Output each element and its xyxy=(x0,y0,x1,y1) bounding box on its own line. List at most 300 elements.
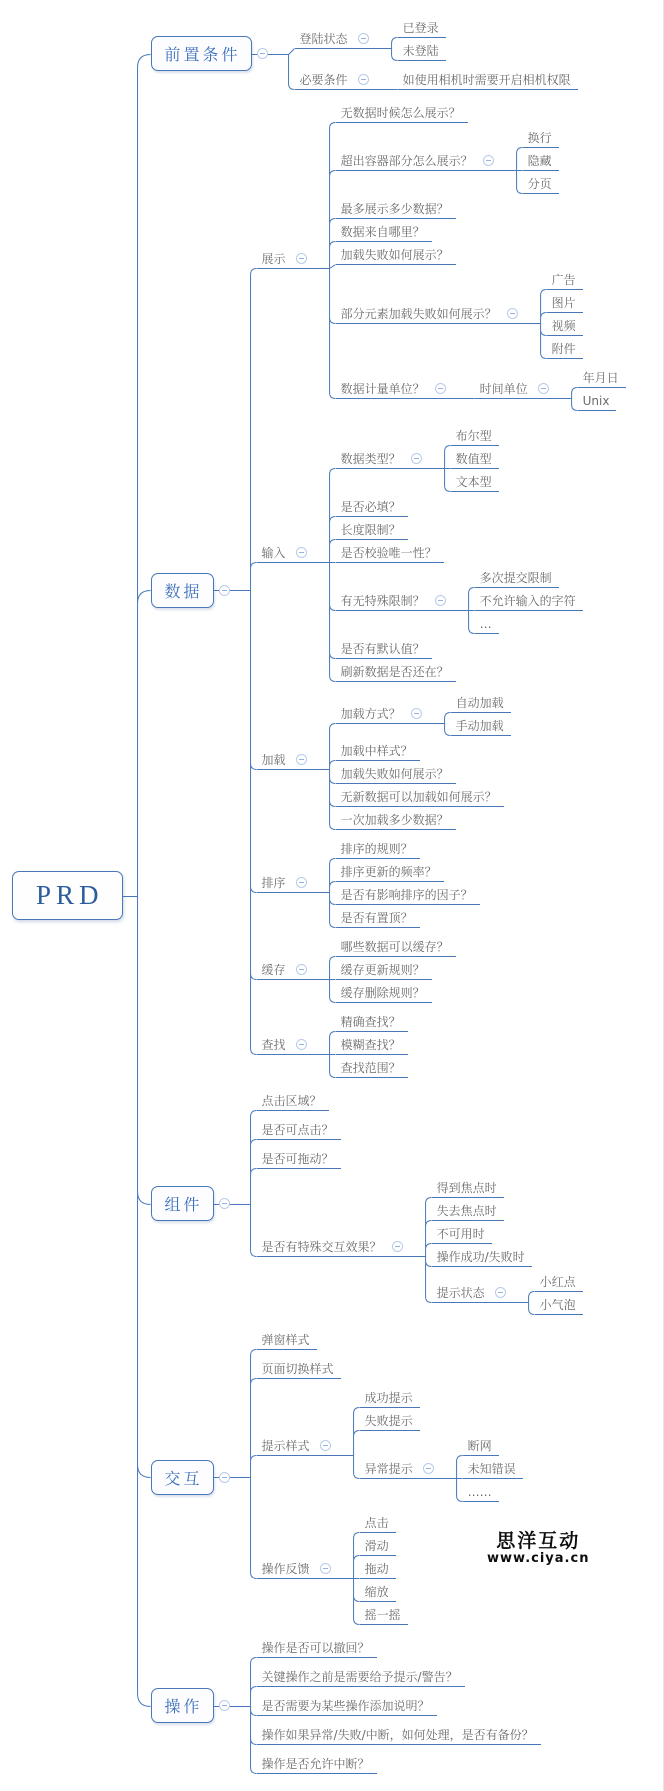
sub-topic[interactable]: 必要条件 xyxy=(299,72,348,87)
collapse-minus-icon[interactable] xyxy=(219,1700,230,1711)
sub-topic[interactable]: 小气泡 xyxy=(539,1297,576,1312)
mindmap-node xyxy=(432,1201,504,1221)
topic-row xyxy=(336,704,425,724)
collapse-minus-icon[interactable] xyxy=(219,1198,230,1209)
mindmap-node xyxy=(336,1012,408,1032)
sub-topic[interactable]: 布尔型 xyxy=(455,428,492,443)
mindmap-node xyxy=(578,368,626,388)
mindmap-node xyxy=(451,472,499,492)
topic-row xyxy=(257,249,310,269)
mindmap-node xyxy=(257,1120,341,1140)
mindmap-node xyxy=(151,1638,541,1774)
topic-row xyxy=(336,839,420,859)
topic-row xyxy=(336,937,456,957)
topic-row xyxy=(257,1667,465,1687)
topic-row xyxy=(547,316,583,336)
collapse-minus-icon[interactable] xyxy=(296,877,307,888)
topic-row xyxy=(475,614,499,634)
collapse-minus-icon[interactable] xyxy=(296,547,307,558)
mindmap-node xyxy=(360,1513,396,1533)
mindmap-node xyxy=(257,1012,408,1078)
mindmap-node xyxy=(295,70,578,90)
sub-topic[interactable]: 缓存删除规则？ xyxy=(340,985,425,1000)
mindmap-node xyxy=(451,716,511,736)
mindmap-node xyxy=(360,1559,396,1579)
topic-row xyxy=(336,449,425,469)
sub-topic[interactable]: 操作反馈 xyxy=(261,1561,310,1576)
mindmap-node xyxy=(451,449,499,469)
sub-topic[interactable]: 模糊查找？ xyxy=(340,1037,401,1052)
main-topic[interactable]: 前置条件 xyxy=(151,36,252,71)
mindmap-node xyxy=(360,1605,408,1625)
mindmap-node xyxy=(535,1272,583,1292)
children-group xyxy=(451,426,499,492)
mindmap-node xyxy=(578,391,617,411)
topic-row xyxy=(523,128,559,148)
sub-topic[interactable]: 手动加载 xyxy=(455,718,504,733)
sub-topic[interactable]: 数据计量单位？ xyxy=(340,382,425,396)
collapse-minus-icon[interactable] xyxy=(392,1241,403,1252)
children-group xyxy=(336,937,456,1003)
topic-row xyxy=(336,304,521,324)
children-group xyxy=(398,18,446,61)
topic-row xyxy=(360,1411,420,1431)
mindmap-node xyxy=(336,128,559,194)
watermark xyxy=(487,1531,589,1566)
mindmap-node xyxy=(523,128,559,148)
topic-row xyxy=(336,1058,408,1078)
mindmap-node xyxy=(336,497,408,517)
collapse-minus-icon[interactable] xyxy=(483,155,494,166)
topic-row xyxy=(336,379,449,399)
sub-topic[interactable]: 长度限制？ xyxy=(340,522,401,537)
mindmap-node xyxy=(336,245,456,265)
sub-topic[interactable]: 展示 xyxy=(261,251,286,266)
topic-row xyxy=(336,764,456,784)
children-group xyxy=(257,1091,583,1317)
sub-topic[interactable]: 页面切换样式 xyxy=(261,1361,334,1376)
topic-row xyxy=(432,1178,504,1198)
topic-row xyxy=(336,1035,408,1055)
mindmap-node xyxy=(547,339,583,359)
mindmap-node xyxy=(475,614,499,634)
mindmap-node xyxy=(336,839,420,859)
sub-topic[interactable]: 有无特殊限制？ xyxy=(340,593,425,608)
sub-topic[interactable]: 不允许输入的字符 xyxy=(479,593,576,608)
children-group xyxy=(451,693,511,736)
mindmap-node xyxy=(257,1359,341,1379)
topic-row xyxy=(475,591,583,611)
sub-topic[interactable]: 加载失败如何展示？ xyxy=(340,766,449,781)
topic-row xyxy=(151,1460,231,1495)
topic-row xyxy=(336,908,420,928)
sub-topic[interactable]: 数据来自哪里？ xyxy=(340,224,425,239)
mindmap-node xyxy=(336,693,511,736)
topic-row xyxy=(257,1436,334,1456)
topic-row xyxy=(336,497,408,517)
sub-topic[interactable]: 异常提示 xyxy=(364,1461,413,1476)
mindmap-node xyxy=(336,270,583,359)
mindmap-node xyxy=(257,1754,377,1774)
sub-topic[interactable]: 关键操作之前是需要给予提示/警告？ xyxy=(261,1669,458,1684)
sub-topic[interactable]: 换行 xyxy=(527,130,552,145)
topic-row xyxy=(336,741,420,761)
sub-topic[interactable]: 广告 xyxy=(551,272,576,287)
sub-topic[interactable]: 自动加载 xyxy=(455,695,504,710)
sub-topic[interactable]: 数值型 xyxy=(455,451,492,466)
mindmap-node xyxy=(151,18,578,90)
sub-topic[interactable]: … xyxy=(479,616,492,631)
mindmap-node xyxy=(336,568,583,634)
topic-row xyxy=(336,787,504,807)
mindmap-node xyxy=(336,543,444,563)
topic-row xyxy=(578,391,617,411)
topic-row xyxy=(257,750,310,770)
mindmap-node xyxy=(336,1035,408,1055)
mindmap-node xyxy=(336,764,456,784)
sub-topic[interactable]: 弹窗样式 xyxy=(261,1332,310,1347)
sub-topic[interactable]: 无新数据可以加载如何展示？ xyxy=(340,789,497,804)
mindmap-node xyxy=(336,366,626,413)
collapse-minus-icon[interactable] xyxy=(320,1440,331,1451)
topic-row xyxy=(336,960,432,980)
main-topic[interactable]: 数据 xyxy=(151,573,214,608)
sub-topic[interactable]: 拖动 xyxy=(364,1561,389,1576)
sub-topic[interactable]: 成功提示 xyxy=(364,1390,413,1405)
topic-row xyxy=(336,543,444,563)
sub-topic[interactable]: 得到焦点时 xyxy=(436,1180,497,1195)
sub-topic[interactable]: 无数据时候怎么展示？ xyxy=(340,105,461,120)
collapse-minus-icon[interactable] xyxy=(219,1472,230,1483)
sub-topic[interactable]: 一次加载多少数据？ xyxy=(340,812,449,827)
topic-row xyxy=(257,1559,334,1579)
topic-row xyxy=(432,1201,504,1221)
children-group xyxy=(336,424,583,682)
mindmap-node xyxy=(336,960,432,980)
main-topic[interactable]: 交互 xyxy=(151,1460,214,1495)
mindmap-node xyxy=(336,222,432,242)
children-group xyxy=(398,70,578,90)
sub-topic[interactable]: 点击区域？ xyxy=(261,1093,322,1108)
topic-row xyxy=(257,543,310,563)
sub-topic[interactable]: 失败提示 xyxy=(364,1413,413,1428)
mindmap-node xyxy=(432,1178,504,1198)
mindmap-node xyxy=(475,368,626,411)
collapse-minus-icon[interactable] xyxy=(358,74,369,85)
topic-row xyxy=(151,36,269,71)
mindmap-node xyxy=(398,41,446,61)
sub-topic[interactable]: 提示样式 xyxy=(261,1438,310,1453)
collapse-minus-icon[interactable] xyxy=(296,253,307,264)
sub-topic[interactable]: 提示状态 xyxy=(436,1286,485,1300)
mindmap-node xyxy=(336,639,432,659)
topic-row xyxy=(475,379,552,399)
sub-topic[interactable]: 最多展示多少数据？ xyxy=(340,201,449,216)
sub-topic[interactable]: 排序的规则？ xyxy=(340,841,413,856)
mindmap-node xyxy=(257,937,456,1003)
sub-topic[interactable]: 是否有特殊交互效果？ xyxy=(261,1240,382,1254)
watermark-url-text: www.ciya.cn xyxy=(487,1551,590,1566)
topic-row xyxy=(336,151,497,171)
sub-topic[interactable]: 缩放 xyxy=(364,1584,389,1599)
sub-topic[interactable]: 精确查找？ xyxy=(340,1014,401,1029)
topic-row xyxy=(360,1582,396,1602)
topic-row xyxy=(398,41,446,61)
mindmap-node xyxy=(336,662,456,682)
topic-row xyxy=(432,1247,532,1267)
sub-topic[interactable]: 排序 xyxy=(261,876,286,890)
mindmap-node xyxy=(336,1058,408,1078)
topic-row xyxy=(336,245,456,265)
mindmap-node xyxy=(360,1388,420,1408)
mindmap-node xyxy=(257,1696,437,1716)
topic-row xyxy=(535,1272,583,1292)
mindmap-node xyxy=(151,103,626,1078)
mindmap-node xyxy=(360,1436,523,1502)
sub-topic[interactable]: 如使用相机时需要开启相机权限 xyxy=(402,72,571,87)
topic-row xyxy=(547,270,583,290)
topic-row xyxy=(451,449,499,469)
sub-topic[interactable]: Unix xyxy=(582,393,610,408)
sub-topic[interactable]: 加载 xyxy=(261,753,286,767)
topic-row xyxy=(360,1513,396,1533)
collapse-minus-icon[interactable] xyxy=(411,708,422,719)
sub-topic[interactable]: 缓存 xyxy=(261,962,286,977)
topic-row xyxy=(257,1149,341,1169)
topic-row xyxy=(257,1330,317,1350)
sub-topic[interactable]: …… xyxy=(467,1484,492,1499)
sub-topic[interactable]: 超出容器部分怎么展示？ xyxy=(340,153,473,168)
sub-topic[interactable]: 登陆状态 xyxy=(299,32,348,46)
children-group xyxy=(360,1513,408,1625)
sub-topic[interactable]: 查找 xyxy=(261,1037,286,1052)
sub-topic[interactable]: 隐藏 xyxy=(527,153,552,168)
mindmap-node xyxy=(257,103,626,415)
collapse-minus-icon[interactable] xyxy=(358,33,369,44)
sub-topic[interactable]: 分页 xyxy=(527,176,552,191)
main-topic[interactable]: 操作 xyxy=(151,1688,214,1723)
topic-row xyxy=(451,426,499,446)
sub-topic[interactable]: 视频 xyxy=(551,318,576,333)
mindmap-node xyxy=(257,1330,317,1350)
topic-row xyxy=(336,222,432,242)
topic-row xyxy=(336,103,468,123)
mindmap-node xyxy=(432,1272,583,1315)
mindmap-node xyxy=(12,18,626,1774)
topic-row xyxy=(295,70,372,90)
sub-topic[interactable]: 文本型 xyxy=(455,474,492,489)
sub-topic[interactable]: 时间单位 xyxy=(479,382,528,396)
root-topic[interactable]: PRD xyxy=(12,871,123,920)
sub-topic[interactable]: 加载失败如何展示？ xyxy=(340,247,449,262)
sub-topic[interactable]: 输入 xyxy=(261,545,286,560)
children-group xyxy=(336,1012,408,1078)
topic-row xyxy=(336,591,449,611)
children-group xyxy=(336,103,626,415)
mindmap-node xyxy=(432,1224,492,1244)
mindmap-node xyxy=(547,293,583,313)
mindmap-node xyxy=(336,103,468,123)
sub-topic[interactable]: 点击 xyxy=(364,1515,389,1530)
children-group xyxy=(432,1178,583,1317)
sub-topic[interactable]: 摇一摇 xyxy=(364,1607,401,1622)
topic-row xyxy=(547,293,583,313)
sub-topic[interactable]: 操作是否允许中断？ xyxy=(261,1756,370,1771)
children-group xyxy=(257,1330,523,1625)
children-group xyxy=(463,1436,523,1502)
children-group xyxy=(535,1272,583,1315)
sub-topic[interactable]: 加载方式？ xyxy=(340,707,401,721)
sub-topic[interactable]: 是否有默认值？ xyxy=(340,641,425,656)
topic-row xyxy=(257,1120,341,1140)
sub-topic[interactable]: 失去焦点时 xyxy=(436,1203,497,1218)
mindmap-node xyxy=(257,1091,329,1111)
mindmap-node xyxy=(475,568,559,588)
sub-topic[interactable]: 年月日 xyxy=(582,370,619,385)
topic-row xyxy=(336,520,408,540)
mindmap-node xyxy=(336,426,499,492)
topic-row xyxy=(360,1559,396,1579)
topic-row xyxy=(151,573,231,608)
mindmap-node xyxy=(398,18,446,38)
sub-topic[interactable]: 是否必填？ xyxy=(340,499,401,514)
topic-row xyxy=(336,1012,408,1032)
collapse-minus-icon[interactable] xyxy=(435,383,446,394)
mindmap-node xyxy=(257,1149,341,1169)
sub-topic[interactable]: 是否可拖动？ xyxy=(261,1151,334,1166)
children-group xyxy=(295,18,578,90)
sub-topic[interactable]: 滑动 xyxy=(364,1538,389,1553)
mindmap-node xyxy=(257,839,480,928)
mindmap-node xyxy=(336,787,504,807)
topic-row xyxy=(360,1536,396,1556)
topic-row xyxy=(257,1696,437,1716)
sub-topic[interactable]: 加载中样式？ xyxy=(340,743,413,758)
topic-row xyxy=(151,1688,231,1723)
mindmap-node xyxy=(360,1536,396,1556)
sub-topic[interactable]: 已登录 xyxy=(402,20,439,35)
sub-topic[interactable]: 是否校验唯一性？ xyxy=(340,545,437,560)
topic-row xyxy=(360,1605,408,1625)
mindmap-node xyxy=(336,885,480,905)
mindmap-node xyxy=(336,741,420,761)
sub-topic[interactable]: 多次提交限制 xyxy=(479,570,552,585)
sub-topic[interactable]: 操作是否可以撤回？ xyxy=(261,1640,370,1655)
mindmap-node xyxy=(295,18,446,61)
collapse-minus-icon[interactable] xyxy=(435,595,446,606)
topic-row xyxy=(523,174,559,194)
sub-topic[interactable]: 操作如果异常/失败/中断，如何处理，是否有备份？ xyxy=(261,1727,534,1742)
mindmap-node xyxy=(547,316,583,336)
sub-topic[interactable]: 数据类型？ xyxy=(340,451,401,466)
sub-topic[interactable]: 查找范围？ xyxy=(340,1060,401,1075)
sub-topic[interactable]: 哪些数据可以缓存？ xyxy=(340,939,449,954)
topic-row xyxy=(336,983,432,1003)
collapse-minus-icon[interactable] xyxy=(219,585,230,596)
collapse-minus-icon[interactable] xyxy=(296,754,307,765)
sub-topic[interactable]: 是否需要为某些操作添加说明？ xyxy=(261,1698,430,1713)
topic-row xyxy=(257,1638,377,1658)
mindmap-node xyxy=(257,1513,408,1625)
mindmap-node xyxy=(463,1459,523,1479)
children-group xyxy=(336,691,511,830)
mindmap-node xyxy=(257,691,511,830)
sub-topic[interactable]: 附件 xyxy=(551,341,576,356)
topic-row xyxy=(336,885,480,905)
sub-topic[interactable]: 是否可点击？ xyxy=(261,1122,334,1137)
collapse-minus-icon[interactable] xyxy=(495,1287,506,1298)
topic-row xyxy=(360,1388,420,1408)
mindmap-node xyxy=(360,1411,420,1431)
topic-row xyxy=(523,151,559,171)
topic-row xyxy=(463,1459,523,1479)
mindmap-node xyxy=(398,70,578,90)
collapse-minus-icon[interactable] xyxy=(538,383,549,394)
mindmap-node xyxy=(451,426,499,446)
topic-row xyxy=(463,1482,499,1502)
mindmap-node xyxy=(336,520,408,540)
children-group xyxy=(257,1638,541,1774)
topic-row xyxy=(257,1035,310,1055)
topic-row xyxy=(360,1459,437,1479)
sub-topic[interactable]: 是否有置顶？ xyxy=(340,910,413,925)
sub-topic[interactable]: 操作成功/失败时 xyxy=(436,1249,525,1264)
topic-row xyxy=(257,960,310,980)
sub-topic[interactable]: 是否有影响排序的因子？ xyxy=(340,887,473,902)
main-topic[interactable]: 组件 xyxy=(151,1186,214,1221)
sub-topic[interactable]: 部分元素加载失败如何展示？ xyxy=(340,307,497,321)
sub-topic[interactable]: 未登陆 xyxy=(402,43,439,58)
collapse-minus-icon[interactable] xyxy=(296,1039,307,1050)
topic-row xyxy=(336,810,456,830)
sub-topic[interactable]: 缓存更新规则？ xyxy=(340,962,425,977)
collapse-minus-icon[interactable] xyxy=(507,308,518,319)
topic-row xyxy=(295,29,372,49)
sub-topic[interactable]: 排序更新的频率？ xyxy=(340,864,437,879)
collapse-minus-icon[interactable] xyxy=(423,1463,434,1474)
collapse-minus-icon[interactable] xyxy=(296,964,307,975)
collapse-minus-icon[interactable] xyxy=(257,48,268,59)
topic-row xyxy=(535,1295,583,1315)
mindmap-node xyxy=(432,1247,532,1267)
mindmap-node xyxy=(336,862,444,882)
topic-row xyxy=(257,1754,377,1774)
mindmap-node xyxy=(257,1178,583,1317)
mindmap-node xyxy=(547,270,583,290)
topic-row xyxy=(257,1091,329,1111)
sub-topic[interactable]: 未知错误 xyxy=(467,1461,516,1476)
mindmap-node xyxy=(463,1436,499,1456)
sub-topic[interactable]: 小红点 xyxy=(539,1274,576,1289)
collapse-minus-icon[interactable] xyxy=(411,453,422,464)
mindmap-node xyxy=(257,1388,523,1504)
children-group xyxy=(475,568,583,634)
mindmap-node xyxy=(257,1667,465,1687)
sub-topic[interactable]: 不可用时 xyxy=(436,1226,485,1241)
children-group xyxy=(257,103,626,1078)
topic-row xyxy=(336,862,444,882)
topic-row xyxy=(451,693,511,713)
topic-row xyxy=(257,1359,341,1379)
sub-topic[interactable]: 刷新数据是否还在？ xyxy=(340,664,449,679)
mindmap-node xyxy=(257,1638,377,1658)
topic-row xyxy=(451,472,499,492)
mindmap-node xyxy=(336,908,420,928)
topic-row xyxy=(432,1283,509,1303)
sub-topic[interactable]: 断网 xyxy=(467,1438,492,1453)
sub-topic[interactable]: 图片 xyxy=(551,295,576,310)
collapse-minus-icon[interactable] xyxy=(320,1563,331,1574)
